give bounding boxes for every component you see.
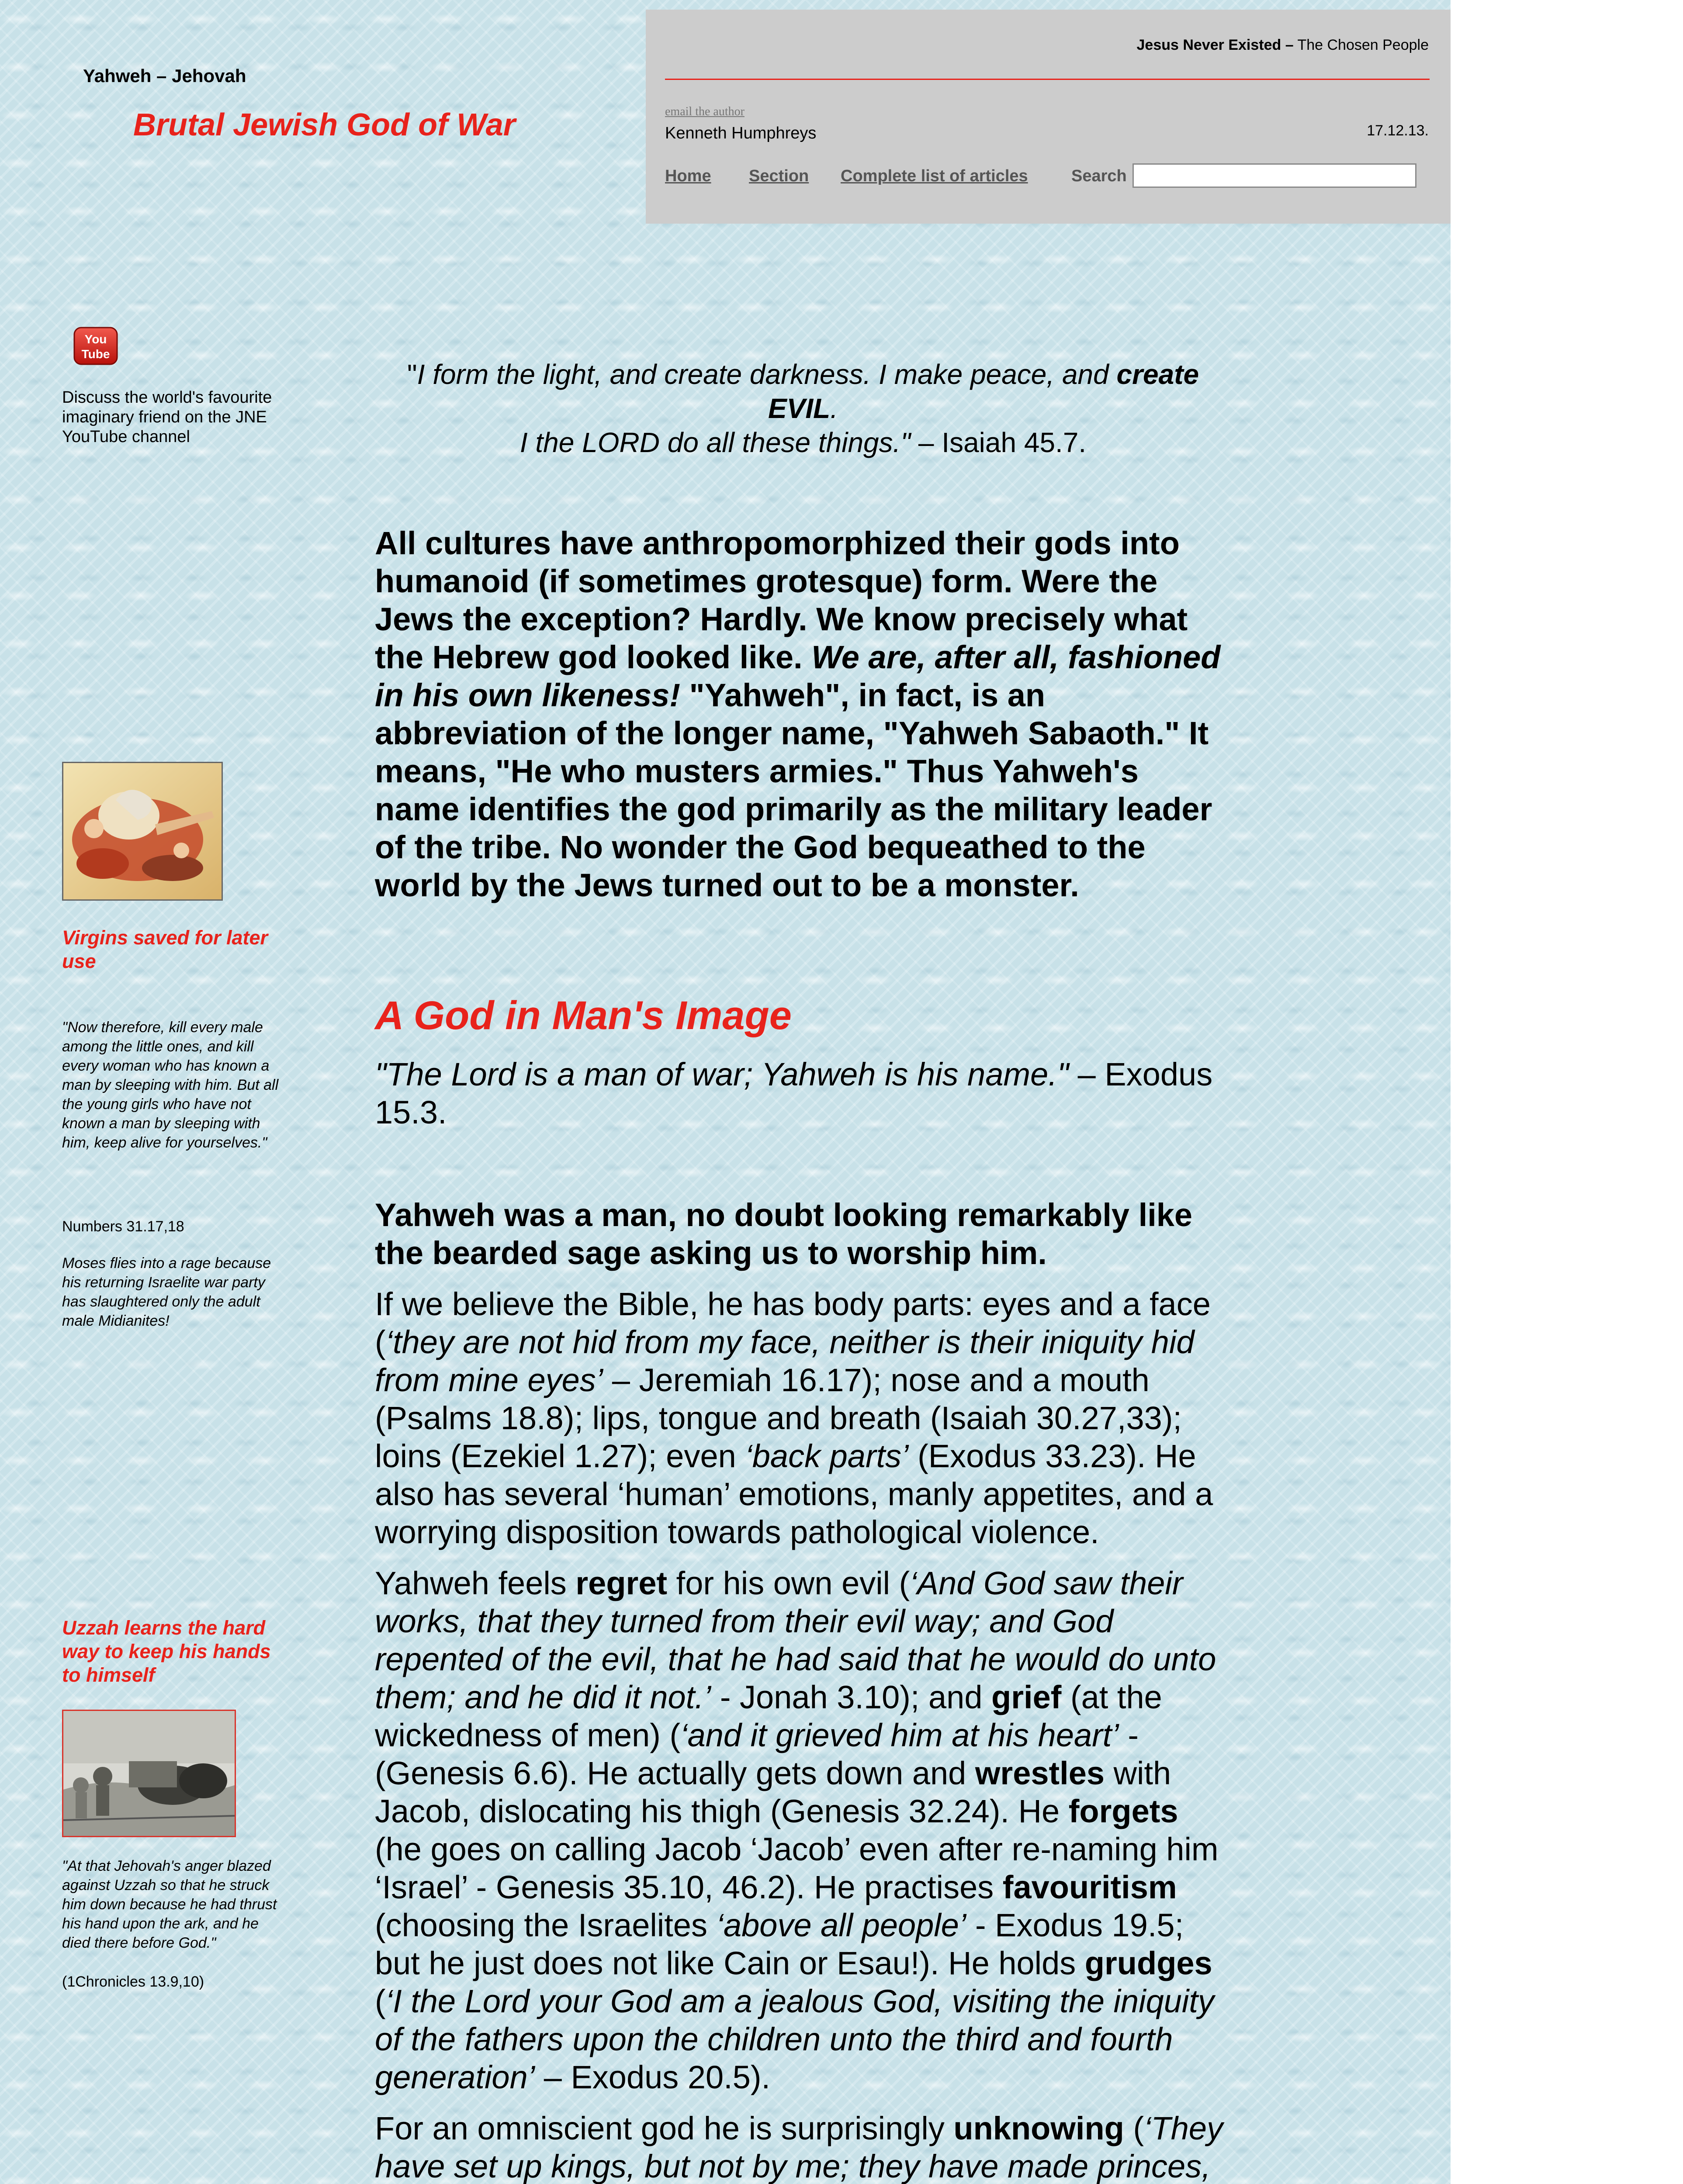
svg-text:You: You [84,332,107,346]
right-margin [1451,0,1683,2184]
creator-painting-image [62,762,223,901]
author-name: Kenneth Humphreys [665,124,817,142]
nav-section-link[interactable]: Section [749,167,809,185]
subheading-bearded-sage: Yahweh was a man, no doubt looking remarkably like the bearded sage asking us to worship him. [375,1197,1193,1271]
isaiah-quote: "I form the light, and create darkness. I make peace, and create EVIL. I the LORD do all these things." – Isaiah 45.7. [407,359,1199,458]
youtube-caption: Discuss the world's favourite imaginary friend on the JNE YouTube channel [62,388,272,446]
nav-home-link[interactable]: Home [665,167,711,185]
sidebar-note-moses: Moses flies into a rage because his returning Israelite war party has slaughtered only the adult male Midianites! [62,1255,271,1329]
article-date: 17.12.13. [1367,122,1429,139]
sidebar-quote-numbers: "Now therefore, kill every male among the little ones, and kill every woman who has known a man by sleeping with him. But all the young girls who have not known a man by sleeping with him, keep alive for yourselves." [62,1019,279,1151]
site-name[interactable]: Jesus Never Existed – [1136,37,1294,53]
header-box [646,10,1451,224]
article-body [375,357,1231,2184]
paragraph-body-parts: If we believe the Bible, he has body parts: eyes and a face (‘they are not hid from my face, neither is their iniquity hid from mine eyes’ – Jeremiah 16.17); nose and a mouth (Psalms 18.8); lips, tongue and breath (Isaiah 30.27,33); loins (Ezekiel 1.27); even ‘back parts’ (Exodus 33.23). He also has several ‘human’ emotions, manly appetites, and a worrying disposition towards pathological violence. [375,1286,1213,1550]
page-subtitle: Brutal Jewish God of War [133,107,516,142]
search-label: Search [1071,167,1127,185]
sidebar-quote-uzzah: "At that Jehovah's anger blazed against Uzzah so that he struck him down because he had thrust his hand upon the ark, and he died there before God." [62,1858,277,1951]
paragraph-emotions: Yahweh feels regret for his own evil (‘And God saw their works, that they turned from their evil way; and God repented of the evil, that he had said that he would do unto them; and he did it not.’ - Jonah 3.10); and grief (at the wickedness of men) (‘and it grieved him at his heart’ - (Genesis 6.6). He actually gets down and wrestles with Jacob, dislocating his thigh (Genesis 32.24). He forgets (he goes on calling Jacob ‘Jacob’ even after re-naming him ‘Israel’ - Genesis 35.10, 46.2). He practises favouritism (choosing the Israelites ‘above all people’ - Exodus 19.5; but he just does not like Cain or Esau!). He holds grudges (‘I the Lord your God am a jealous God, visiting the iniquity of the fathers upon the children unto the third and fourth generation’ – Exodus 20.5). [375,1565,1219,2095]
sidebar-ref-chronicles: (1Chronicles 13.9,10) [62,1973,204,1990]
sidebar-heading-virgins: Virgins saved for later use [62,926,268,972]
uzzah-engraving-image [62,1710,236,1837]
svg-text:Tube: Tube [81,347,110,361]
search-input[interactable] [1132,163,1416,188]
youtube-icon[interactable] [72,326,120,366]
site-title: Yahweh – Jehovah [83,66,246,86]
nav-articles-link[interactable]: Complete list of articles [841,167,1028,185]
lead-paragraph: All cultures have anthropomorphized their gods into humanoid (if sometimes grotesque) form. Were the Jews the exception? Hardly. We know precisely what the Hebrew god looked like. We are, after all, fashioned in his own likeness! "Yahweh", in fact, is an abbreviation of the longer name, "Yahweh Sabaoth." It means, "He who musters armies." Thus Yahweh's name identifies the god primarily as the military leader of the tribe. No wonder the God bequeathed to the world by the Jews turned out to be a monster. [375,525,1221,903]
header-divider [665,79,1430,80]
email-author-link[interactable]: email the author [665,105,745,118]
sidebar-heading-uzzah: Uzzah learns the hard way to keep his hands to himself [62,1617,271,1686]
exodus-quote: "The Lord is a man of war; Yahweh is his name." – Exodus 15.3. [375,1056,1213,1130]
paragraph-limitations: For an omniscient god he is surprisingly unknowing (‘They have set up kings, but not by me; they have made princes, [375,2110,1223,2184]
site-section: The Chosen People [1293,37,1429,53]
sidebar-ref-numbers: Numbers 31.17,18 [62,1218,184,1235]
section-heading-image: A God in Man's Image [375,993,792,1038]
site-name-line [1137,37,1429,54]
